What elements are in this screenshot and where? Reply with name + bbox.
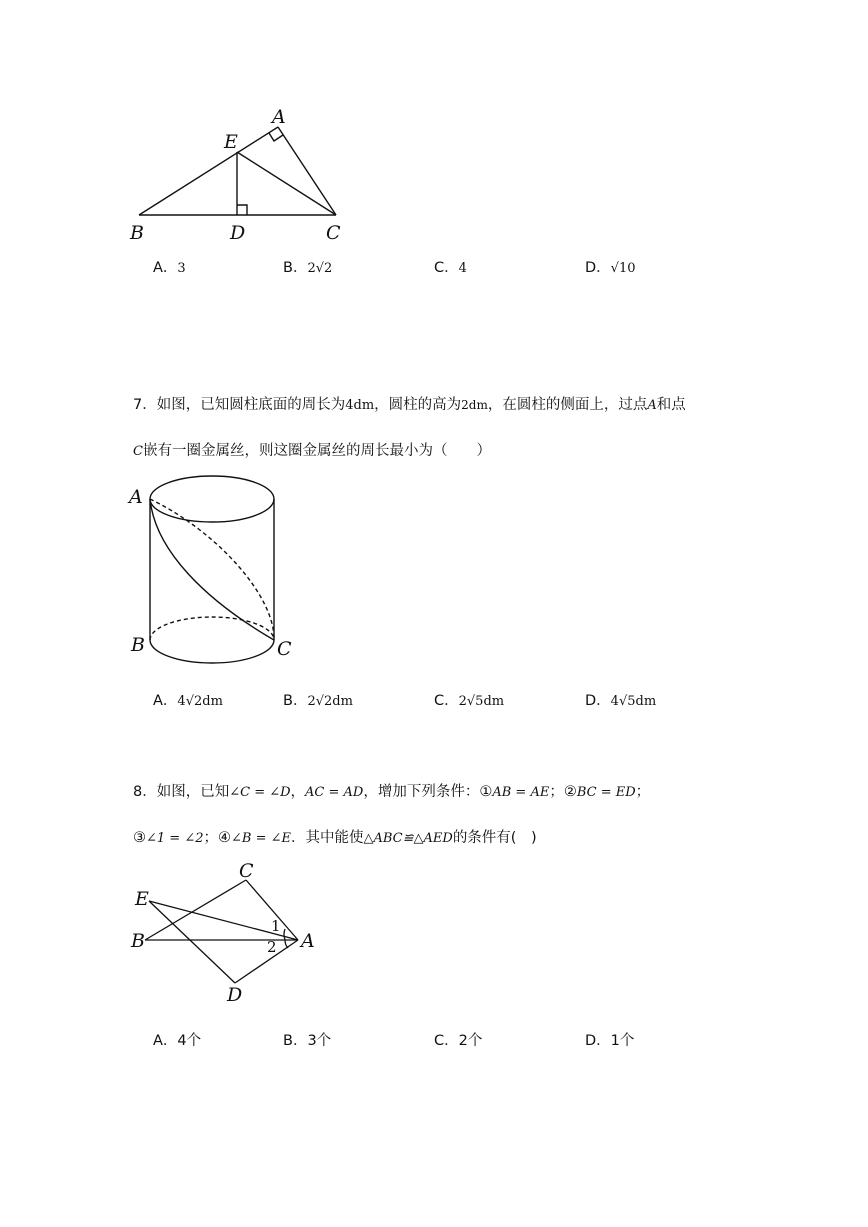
q8-stem-line2: ③∠1 = ∠2；④∠B = ∠E．其中能使△ABC≌△AED的条件有( ) bbox=[133, 830, 537, 846]
q6-triangle-figure bbox=[120, 100, 360, 250]
label-b: B bbox=[131, 930, 145, 952]
wire-back bbox=[150, 499, 274, 640]
segment-ed bbox=[149, 901, 235, 983]
q8-option-d[interactable]: D．1个 bbox=[585, 1033, 635, 1049]
q6-option-c[interactable]: C．4 bbox=[434, 260, 467, 276]
q8-option-a[interactable]: A．4个 bbox=[153, 1033, 202, 1049]
label-angle-1: 1 bbox=[271, 917, 281, 935]
right-angle-mark-a bbox=[269, 133, 283, 141]
q7-option-d[interactable]: D．4√5dm bbox=[585, 693, 657, 709]
label-e: E bbox=[135, 888, 149, 910]
segment-ba bbox=[139, 127, 278, 215]
label-b: B bbox=[131, 634, 145, 656]
q7-stem-line2: C嵌有一圈金属丝，则这圈金属丝的周长最小为（ ） bbox=[133, 443, 491, 459]
q6-option-a[interactable]: A．3 bbox=[153, 260, 186, 276]
label-c: C bbox=[326, 222, 341, 244]
q6-option-d[interactable]: D．√10 bbox=[585, 260, 636, 276]
label-e: E bbox=[224, 131, 238, 153]
angle-mark-2 bbox=[285, 940, 288, 948]
wire-front bbox=[150, 499, 274, 640]
q8-option-c[interactable]: C．2个 bbox=[434, 1033, 483, 1049]
label-a: A bbox=[272, 106, 286, 128]
segment-ac bbox=[278, 127, 336, 215]
q7-option-b[interactable]: B．2√2dm bbox=[283, 693, 353, 709]
segment-ec bbox=[237, 152, 336, 215]
segment-bc bbox=[145, 880, 246, 940]
top-ellipse bbox=[150, 476, 274, 522]
angle-mark-1 bbox=[284, 929, 285, 940]
label-c: C bbox=[239, 860, 254, 882]
right-angle-mark-d bbox=[237, 205, 247, 215]
q7-option-a[interactable]: A．4√2dm bbox=[153, 693, 223, 709]
q8-stem-line1: 8．如图，已知∠C = ∠D，AC = AD，增加下列条件：①AB = AE；②BC = ED； bbox=[133, 784, 651, 800]
q7-stem-line1: 7．如图，已知圆柱底面的周长为4dm，圆柱的高为2dm，在圆柱的侧面上，过点A和点 bbox=[133, 397, 686, 413]
label-d: D bbox=[227, 984, 243, 1006]
q6-option-b[interactable]: B．2√2 bbox=[283, 260, 333, 276]
bottom-front-arc bbox=[150, 640, 274, 663]
q7-cylinder-figure bbox=[125, 470, 305, 670]
label-a: A bbox=[301, 930, 315, 952]
label-c: C bbox=[277, 638, 292, 660]
label-b: B bbox=[130, 222, 144, 244]
label-d: D bbox=[230, 222, 246, 244]
label-angle-2: 2 bbox=[267, 938, 277, 956]
q8-triangles-figure bbox=[125, 860, 325, 1010]
q8-option-b[interactable]: B．3个 bbox=[283, 1033, 332, 1049]
q7-option-c[interactable]: C．2√5dm bbox=[434, 693, 505, 709]
label-a: A bbox=[129, 486, 143, 508]
